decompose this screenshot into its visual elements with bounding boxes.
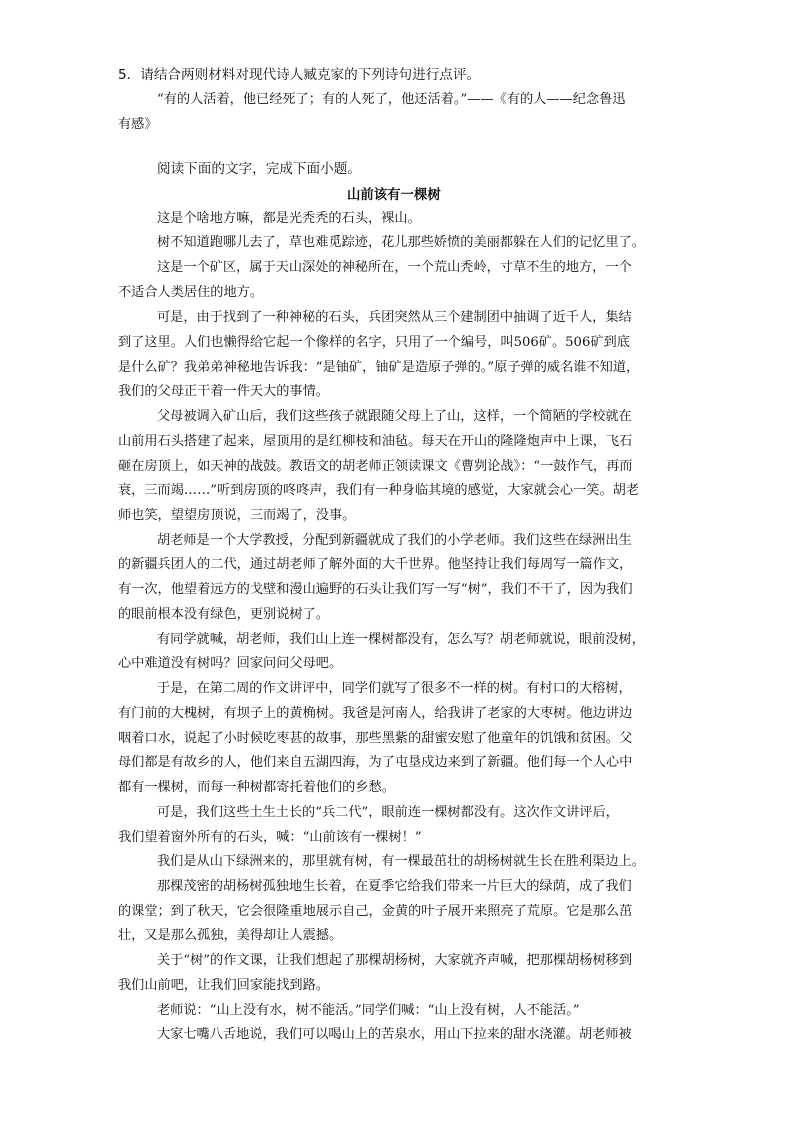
article-line: 我们的父母正干着一件天大的事情。: [118, 384, 329, 399]
article-title: 山前该有一棵树: [347, 187, 441, 203]
question-quote-continued: 有感》: [118, 117, 158, 132]
article-line: 于是，在第二周的作文讲评中，同学们就写了很多不一样的树。有村口的大榕树，: [157, 681, 632, 696]
article-line: 到了这里。人们也懒得给它起一个像样的名字，只用了一个编号，叫506矿。506矿到底: [118, 335, 630, 350]
article-line: 的课堂；到了秋天，它会很隆重地展示自己，金黄的叶子展开来照亮了荒原。它是那么茁: [118, 904, 633, 919]
reading-instruction: 阅读下面的文字，完成下面小题。: [157, 161, 361, 177]
article-line: 咽着口水，说起了小时候吃枣甚的故事，那些黑紫的甜蜜安慰了他童年的饥饿和贫困。父: [118, 731, 633, 746]
article-line: 我们望着窗外所有的石头，喊：“山前该有一棵树！”: [118, 830, 422, 845]
article-line: 师也笑，望望房顶说，三而竭了，没事。: [118, 508, 356, 523]
article-line: 我们山前吧，让我们回家能找到路。: [118, 978, 329, 993]
article-line: 的眼前根本没有绿色，更别说树了。: [118, 607, 329, 622]
article-line: 大家七嘴八舌地说，我们可以喝山上的苦泉水，用山下拉来的甜水浇灌。胡老师被: [157, 1027, 632, 1042]
article-line: 都有一棵树，而每一种树都寄托着他们的乡愁。: [118, 780, 395, 795]
article-line: 是什么矿？我弟弟神秘地告诉我：“是铀矿，铀矿是造原子弹的。”原子弹的威名谁不知道，: [118, 360, 640, 375]
article-line: 母们都是有故乡的人，他们来自五湖四海，为了屯垦戍边来到了新疆。他们每一个人心中: [118, 755, 633, 770]
article-line: 树不知道跑哪儿去了，草也难觅踪迹，花儿那些娇愤的美丽都躲在人们的记忆里了。: [157, 235, 645, 250]
article-line: 有一次，他望着远方的戈壁和漫山遍野的石头让我们写一写“树”，我们不干了，因为我们: [118, 582, 633, 597]
article-line: 可是，我们这些土生土长的“兵二代”，眼前连一棵树都没有。这次作文讲评后，: [157, 805, 619, 820]
article-line: 父母被调入矿山后，我们这些孩子就跟随父母上了山，这样，一个简陋的学校就在: [157, 409, 632, 424]
article-line: 心中难道没有树吗？回家问问父母吧。: [118, 656, 343, 671]
article-line: 有同学就喊，胡老师，我们山上连一棵树都没有，怎么写？胡老师就说，眼前没树，: [157, 632, 645, 647]
article-line: 关于“树”的作文课，让我们想起了那棵胡杨树，大家就齐声喊，把那棵胡杨树移到: [157, 953, 633, 968]
article-line: 这是一个矿区，属于天山深处的神秘所在，一个荒山秃岭，寸草不生的地方，一个: [157, 260, 632, 275]
question-quote: “有的人活着，他已经死了；有的人死了，他还活着。”——《有的人——纪念鲁迅: [157, 92, 626, 107]
article-line: 的新疆兵团人的二代，通过胡老师了解外面的大千世界。他坚持让我们每周写一篇作文，: [118, 557, 633, 572]
article-line: 不适合人类居住的地方。: [118, 285, 264, 300]
article-line: 老师说：“山上没有水，树不能活。”同学们喊：“山上没有树，人不能活。”: [157, 1003, 580, 1018]
article-line: 我们是从山下绿洲来的，那里就有树，有一棵最茁壮的胡杨树就生长在胜利渠边上。: [157, 854, 645, 869]
article-line: 这是个啥地方嘛，都是光秃秃的石头，裸山。: [157, 211, 421, 226]
article-line: 可是，由于找到了一种神秘的石头，兵团突然从三个建制团中抽调了近千人，集结: [157, 310, 632, 325]
question-prompt: 5．请结合两则材料对现代诗人臧克家的下列诗句进行点评。: [118, 67, 481, 83]
article-line: 那棵茂密的胡杨树孤独地生长着，在夏季它给我们带来一片巨大的绿荫，成了我们: [157, 879, 632, 894]
article-line: 山前用石头搭建了起来，屋顶用的是红柳枝和油毡。每天在开山的隆隆炮声中上课，飞石: [118, 434, 633, 449]
article-line: 砸在房顶上，如天神的战鼓。教语文的胡老师正领读课文《曹刿论战》：“一鼓作气，再而: [118, 459, 633, 474]
article-line: 衰，三而竭……”听到房顶的咚咚声，我们有一种身临其境的感觉，大家就会心一笑。胡老: [118, 483, 640, 498]
article-line: 胡老师是一个大学教授，分配到新疆就成了我们的小学老师。我们这些在绿洲出生: [157, 533, 632, 548]
article-line: 壮，又是那么孤独，美得却让人震撼。: [118, 928, 343, 943]
article-line: 有门前的大槐树，有坝子上的黄桷树。我爸是河南人，给我讲了老家的大枣树。他边讲边: [118, 706, 633, 721]
